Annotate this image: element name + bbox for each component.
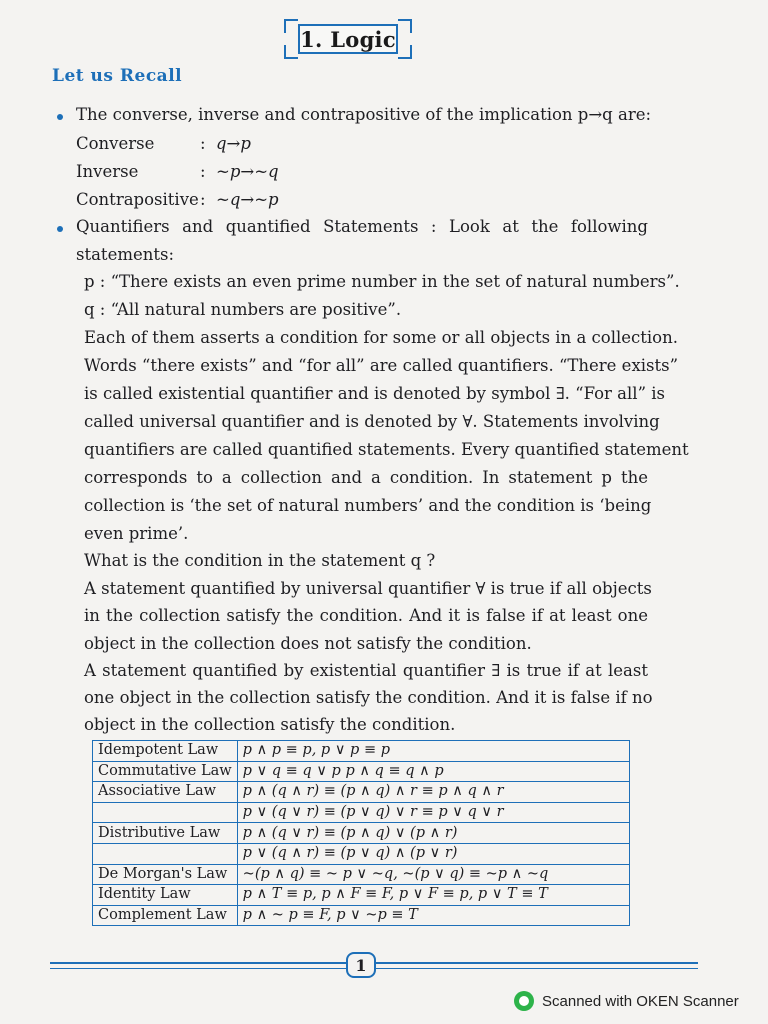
- law-formula: p ∧ (q ∧ r) ≡ (p ∧ q) ∧ r ≡ p ∧ q ∧ r: [237, 782, 629, 803]
- contrapositive-value: ~q→~p: [216, 190, 279, 209]
- inverse-label: Inverse: [76, 162, 139, 181]
- law-formula: p ∨ (q ∨ r) ≡ (p ∨ q) ∨ r ≡ p ∨ q ∨ r: [237, 802, 629, 823]
- recall-heading: Let us Recall: [52, 66, 183, 86]
- para-line: even prime’.: [84, 524, 189, 543]
- law-formula: p ∧ T ≡ p, p ∧ F ≡ F, p ∨ F ≡ p, p ∨ T ≡ T: [237, 885, 629, 906]
- law-name: De Morgan's Law: [93, 864, 238, 885]
- table-row: [93, 802, 630, 823]
- law-formula: p ∧ (q ∨ r) ≡ (p ∧ q) ∨ (p ∧ r): [237, 823, 629, 844]
- para-line: called universal quantifier and is denoted by ∀. Statements involving: [84, 412, 660, 431]
- scanner-watermark: [514, 991, 739, 1011]
- law-name: Associative Law: [93, 782, 238, 803]
- law-name: Complement Law: [93, 905, 238, 926]
- para-line: one object in the collection satisfy the condition. And it is false if no: [84, 688, 653, 707]
- para-line: object in the collection does not satisfy the condition.: [84, 634, 532, 653]
- para-line: corresponds to a collection and a condition. In statement p the: [84, 468, 648, 487]
- quantifiers-heading: Quantifiers and quantified Statements : Look at the following: [76, 217, 648, 236]
- table-row: [93, 761, 630, 782]
- bullet-icon: [57, 114, 63, 120]
- contrapositive-sep: :: [200, 190, 206, 209]
- implication-intro: The converse, inverse and contrapositive of the implication p→q are:: [76, 105, 652, 124]
- ornament-corner-icon: [284, 19, 298, 33]
- law-name: Idempotent Law: [93, 741, 238, 762]
- para-line: A statement quantified by universal quantifier ∀ is true if all objects: [84, 579, 652, 598]
- table-row: [93, 782, 630, 803]
- para-line: Words “there exists” and “for all” are called quantifiers. “There exists”: [84, 356, 679, 375]
- chapter-title-box: [298, 24, 398, 54]
- table-row: [93, 843, 630, 864]
- table-row: [93, 885, 630, 906]
- statement-p: p : “There exists an even prime number in the set of natural numbers”.: [84, 272, 680, 291]
- converse-label: Converse: [76, 134, 155, 153]
- law-formula: p ∧ p ≡ p, p ∨ p ≡ p: [237, 741, 629, 762]
- table-row: [93, 905, 630, 926]
- para-line: A statement quantified by existential quantifier ∃ is true if at least: [84, 661, 648, 680]
- law-name: Distributive Law: [93, 823, 238, 844]
- law-name: [93, 843, 238, 864]
- law-name: [93, 802, 238, 823]
- para-question: What is the condition in the statement q ?: [84, 551, 436, 570]
- table-row: [93, 864, 630, 885]
- table-row: [93, 741, 630, 762]
- law-formula: p ∨ q ≡ q ∨ p p ∧ q ≡ q ∧ p: [237, 761, 629, 782]
- ornament-corner-icon: [398, 45, 412, 59]
- para-line: Each of them asserts a condition for some or all objects in a collection.: [84, 328, 678, 347]
- para-line: object in the collection satisfy the condition.: [84, 715, 456, 734]
- chapter-title-frame: [284, 19, 412, 59]
- bullet-icon: [57, 226, 63, 232]
- logic-laws-table: [92, 740, 630, 926]
- law-name: Identity Law: [93, 885, 238, 906]
- inverse-value: ~p→~q: [216, 162, 279, 181]
- para-line: quantifiers are called quantified statements. Every quantified statement: [84, 440, 689, 459]
- quantifiers-heading-cont: statements:: [76, 245, 175, 264]
- converse-sep: :: [200, 134, 206, 153]
- ornament-corner-icon: [284, 45, 298, 59]
- oken-logo-icon: [514, 991, 534, 1011]
- statement-q: q : “All natural numbers are positive”.: [84, 300, 402, 319]
- ornament-corner-icon: [398, 19, 412, 33]
- chapter-title: 1. Logic: [300, 26, 396, 52]
- para-line: in the collection satisfy the condition. And it is false if at least one: [84, 606, 648, 625]
- para-line: is called existential quantifier and is denoted by symbol ∃. “For all” is: [84, 384, 665, 403]
- law-formula: p ∧ ~ p ≡ F, p ∨ ~p ≡ T: [237, 905, 629, 926]
- law-name: Commutative Law: [93, 761, 238, 782]
- table-row: [93, 823, 630, 844]
- converse-value: q→p: [216, 134, 251, 153]
- para-line: collection is ‘the set of natural numbers’ and the condition is ‘being: [84, 496, 652, 515]
- inverse-sep: :: [200, 162, 206, 181]
- contrapositive-label: Contrapositive: [76, 190, 199, 209]
- page-number: 1: [346, 952, 376, 978]
- scanner-text: Scanned with OKEN Scanner: [542, 992, 739, 1010]
- law-formula: p ∨ (q ∧ r) ≡ (p ∨ q) ∧ (p ∨ r): [237, 843, 629, 864]
- law-formula: ~(p ∧ q) ≡ ~ p ∨ ~q, ~(p ∨ q) ≡ ~p ∧ ~q: [237, 864, 629, 885]
